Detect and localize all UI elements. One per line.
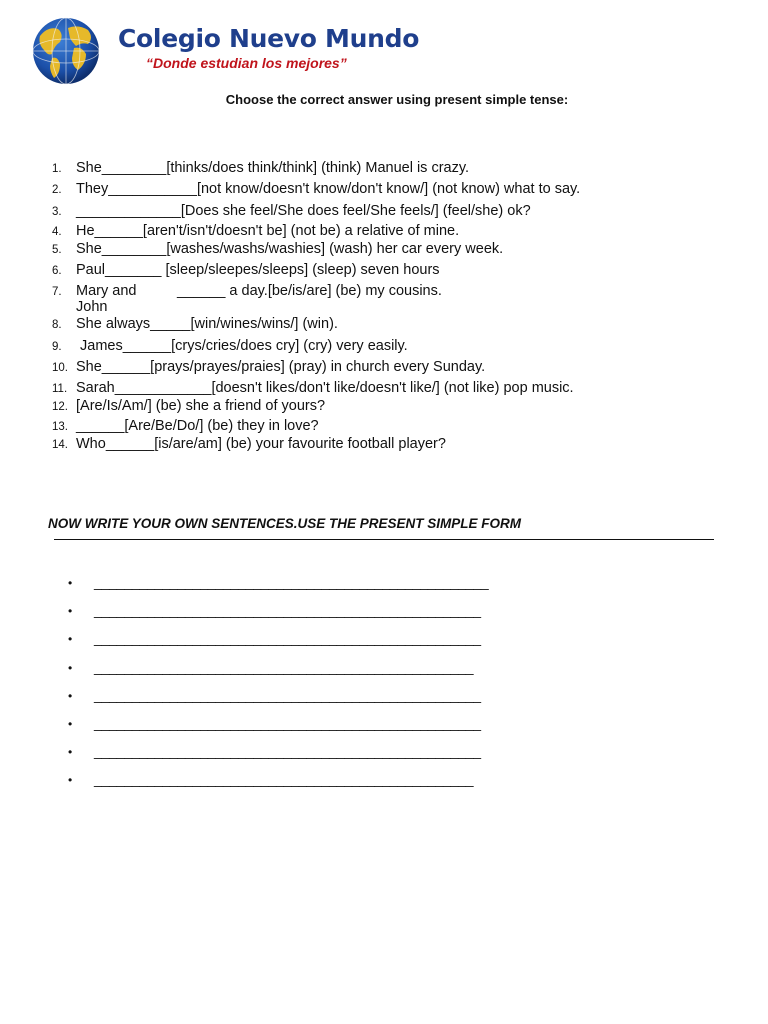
- section-heading: NOW WRITE YOUR OWN SENTENCES.USE THE PRESENT SIMPLE FORM: [48, 516, 522, 531]
- question-number: 6.: [52, 265, 62, 277]
- bullet-icon: •: [68, 689, 73, 703]
- question-text: He______[aren't/isn't/doesn't be] (not be) a relative of mine.: [76, 223, 460, 239]
- question-item: [52, 203, 531, 220]
- question-text: _____________[Does she feel/She does feel/She feels/] (feel/she) ok?: [76, 203, 531, 219]
- question-text: Mary and: [76, 283, 137, 299]
- question-item: [52, 283, 612, 317]
- question-text: They___________[not know/doesn't know/don't know/] (not know) what to say.: [76, 181, 581, 197]
- question-number: 7.: [52, 286, 62, 298]
- question-item: [52, 338, 408, 355]
- question-item: [52, 181, 580, 198]
- question-number: 9.: [52, 341, 62, 353]
- question-item: [52, 160, 469, 177]
- question-number: 10.: [52, 362, 68, 374]
- blank-line: ___________________________________________________: [94, 715, 481, 731]
- bullet-icon: •: [68, 632, 73, 646]
- question-text: She________[washes/washs/washies] (wash) her car every week.: [76, 241, 504, 257]
- question-item: [52, 359, 485, 376]
- question-number: 3.: [52, 206, 62, 218]
- globe-icon: [30, 16, 102, 86]
- question-item: [52, 380, 574, 397]
- question-number: 11.: [52, 383, 68, 395]
- question-number: 1.: [52, 163, 62, 175]
- blank-line: __________________________________________________: [94, 771, 474, 787]
- section-divider: [54, 539, 714, 540]
- bullet-icon: •: [68, 661, 73, 675]
- question-item: [52, 262, 440, 279]
- question-item: [52, 316, 338, 333]
- question-text: Sarah____________[doesn't likes/don't like/doesn't like/] (not like) pop music.: [76, 380, 574, 396]
- bullet-icon: •: [68, 604, 73, 618]
- blank-line: ___________________________________________________: [94, 743, 481, 759]
- question-text: She______[prays/prayes/praies] (pray) in church every Sunday.: [76, 359, 486, 375]
- question-text-rest: ______ a day.[be/is/are] (be) my cousins.: [177, 283, 442, 299]
- bullet-icon: •: [68, 717, 73, 731]
- question-item: [52, 436, 446, 453]
- question-number: 14.: [52, 439, 68, 451]
- question-text-continued: John: [76, 299, 108, 315]
- bullet-icon: •: [68, 773, 73, 787]
- instructions-heading: Choose the correct answer using present simple tense:: [225, 92, 569, 107]
- blank-line: __________________________________________________: [94, 659, 474, 675]
- question-text: Who______[is/are/am] (be) your favourite football player?: [76, 436, 446, 452]
- question-text: [Are/Is/Am/] (be) she a friend of yours?: [76, 398, 326, 414]
- blank-line: ____________________________________________________: [94, 574, 489, 590]
- question-text: She always_____[win/wines/wins/] (win).: [76, 316, 338, 332]
- question-text: James______[crys/cries/does cry] (cry) very easily.: [76, 338, 408, 354]
- bullet-icon: •: [68, 745, 73, 759]
- blank-line: ___________________________________________________: [94, 687, 481, 703]
- question-text: ______[Are/Be/Do/] (be) they in love?: [76, 418, 319, 434]
- question-number: 2.: [52, 184, 62, 196]
- school-name: Colegio Nuevo Mundo: [118, 24, 420, 53]
- question-text: She________[thinks/does think/think] (think) Manuel is crazy.: [76, 160, 470, 176]
- bullet-icon: •: [68, 576, 73, 590]
- question-number: 4.: [52, 226, 62, 238]
- question-number: 8.: [52, 319, 62, 331]
- question-text: Paul_______ [sleep/sleepes/sleeps] (sleep) seven hours: [76, 262, 440, 278]
- question-item: [52, 223, 459, 240]
- question-number: 12.: [52, 401, 68, 413]
- blank-line: ___________________________________________________: [94, 602, 481, 618]
- question-number: 13.: [52, 421, 68, 433]
- question-item: [52, 398, 325, 415]
- question-item: [52, 418, 319, 435]
- question-number: 5.: [52, 244, 62, 256]
- question-item: [52, 241, 503, 258]
- blank-line: ___________________________________________________: [94, 630, 481, 646]
- school-header: [30, 16, 450, 86]
- school-motto: “Donde estudian los mejores”: [146, 55, 347, 71]
